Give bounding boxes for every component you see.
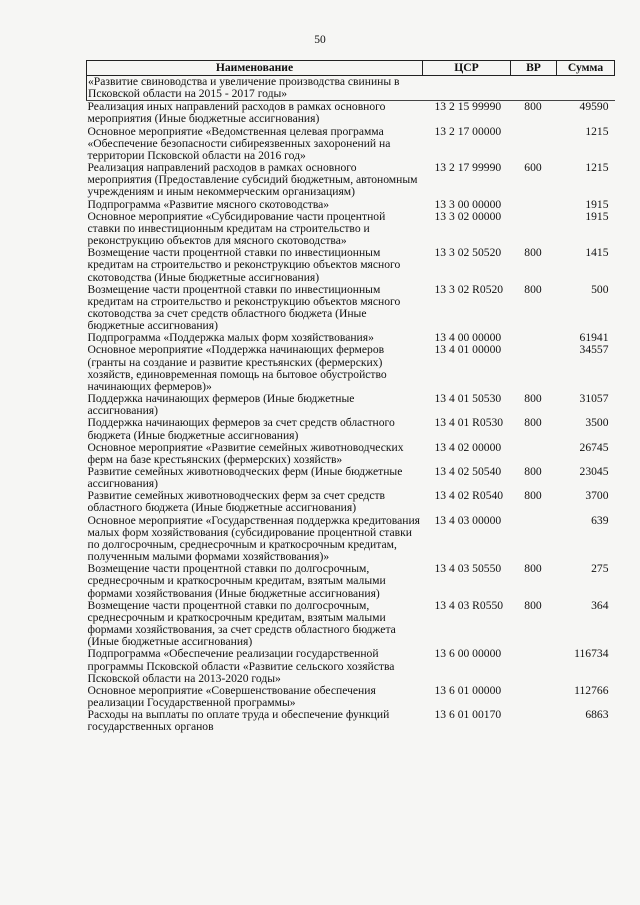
cell-name: Подпрограмма «Обеспечение реализации государственной программы Псковской области «Развитие сельского хозяйства Псковской области на 2013-2020 годы» (87, 647, 395, 685)
cell-csr: 13 4 02 00000 (434, 440, 502, 454)
cell-csr: 13 6 01 00170 (434, 708, 502, 722)
cell-sum: 49590 (579, 100, 609, 114)
cell-name: Возмещение части процентной ставки по инвестиционным кредитам на строительство и реконструкцию объектов мясного скотоводства за счет средств областного бюджета (Иные бюджетные ассигнования) (87, 282, 401, 333)
cell-vr (511, 648, 557, 684)
cell-csr: 13 4 02 50540 (434, 465, 502, 478)
cell-csr: 13 4 01 50530 (434, 392, 502, 406)
table-row (87, 563, 615, 599)
header-vr: ВР (511, 61, 557, 76)
cell-csr: 13 4 02 R0540 (434, 489, 504, 503)
cell-name: Основное мероприятие «Поддержка начинающих фермеров (гранты на создание и развитие крестьянских (фермерских) хозяйств, единовременная помощь на бытовое обустройство начинающих фермеров)» (87, 343, 387, 393)
table-row (87, 490, 615, 514)
cell-name: Возмещение части процентной ставки по долгосрочным, среднесрочным и краткосрочным кредитам, взятым малыми формами хозяйствования (Иные бюджетные ассигнования) (87, 562, 386, 600)
cell-csr: 13 2 15 99990 (434, 100, 502, 114)
table-row (87, 709, 615, 733)
cell-csr: 13 4 00 00000 (434, 331, 502, 345)
cell-name: Реализация иных направлений расходов в рамках основного мероприятия (Иные бюджетные ассигнования) (87, 100, 386, 126)
cell-sum: 61941 (579, 331, 609, 345)
cell-vr: 600 (524, 161, 542, 175)
cell-vr: 800 (524, 100, 542, 114)
cell-name: Основное мероприятие «Ведомственная целевая программа «Обеспечение безопасности сибиреязвенных захоронений на территории Псковской области на 2016 год» (87, 124, 391, 162)
table-row (87, 284, 615, 333)
cell-sum: 1915 (585, 197, 609, 211)
cell-name: Основное мероприятие «Развитие семейных животноводческих ферм на базе крестьянских (фермерских) хозяйств» (87, 440, 404, 466)
cell-name: «Развитие свиноводства и увеличение производства свинины в Псковской области на 2015 - 2017 годы» (87, 76, 423, 101)
cell-csr: 13 2 17 00000 (434, 124, 502, 138)
cell-csr: 13 6 00 00000 (434, 647, 502, 661)
cell-vr (511, 332, 557, 344)
cell-name: Основное мероприятие «Совершенствование обеспечения реализации Государственной программы» (87, 683, 376, 709)
cell-sum: 1415 (585, 246, 609, 260)
cell-vr: 800 (524, 489, 542, 503)
header-name: Наименование (87, 61, 423, 76)
cell-csr: 13 2 17 99990 (434, 161, 502, 175)
header-sum: Сумма (557, 61, 615, 76)
cell-sum: 23045 (579, 465, 609, 478)
cell-sum: 112766 (574, 683, 609, 697)
cell-vr (511, 199, 557, 211)
cell-sum: 26745 (579, 440, 609, 454)
table-row (87, 417, 615, 441)
cell-vr (511, 515, 557, 564)
cell-vr (511, 442, 557, 466)
table-row (87, 442, 615, 466)
cell-vr: 800 (524, 282, 542, 296)
table-row (87, 101, 615, 126)
cell-vr (511, 126, 557, 162)
cell-csr: 13 6 01 00000 (434, 683, 502, 697)
cell-sum: 1215 (585, 161, 609, 175)
budget-table (86, 60, 615, 733)
table-row (87, 466, 615, 490)
table-row (87, 199, 615, 211)
cell-name: Основное мероприятие «Субсидирование части процентной ставки по инвестиционным кредитам на строительство и реконструкцию объектов для мясного скотоводства» (87, 209, 386, 248)
header-csr: ЦСР (423, 61, 511, 76)
cell-csr: 13 4 03 R0550 (434, 598, 504, 612)
cell-csr: 13 4 01 00000 (434, 343, 502, 357)
cell-name: Поддержка начинающих фермеров (Иные бюджетные ассигнования) (87, 392, 355, 418)
cell-vr (511, 709, 557, 733)
cell-csr: 13 3 02 R0520 (434, 282, 504, 296)
cell-name: Возмещение части процентной ставки по инвестиционным кредитам на строительство и реконструкцию объектов мясного скотоводства (Иные бюджетные ассигнования) (87, 246, 401, 284)
cell-sum: 31057 (579, 392, 609, 406)
cell-csr: 13 3 00 00000 (434, 197, 502, 211)
cell-name: Возмещение части процентной ставки по долгосрочным, среднесрочным и краткосрочным кредитам, взятым малыми формами хозяйствования, за счет средств областного бюджета (Иные бюджетные ассигнования) (87, 598, 396, 649)
cell-vr (511, 344, 557, 393)
cell-vr: 800 (524, 246, 542, 260)
page-number: 50 (314, 34, 326, 46)
cell-vr: 800 (524, 598, 542, 612)
cell-sum: 500 (591, 282, 609, 296)
cell-sum: 364 (591, 598, 609, 612)
cell-sum: 6863 (585, 708, 609, 722)
cell-name: Расходы на выплаты по оплате труда и обеспечение функций государственных органов (87, 708, 390, 734)
cell-csr: 13 4 01 R0530 (434, 416, 504, 430)
cell-name: Основное мероприятие «Государственная поддержка кредитования малых форм хозяйствования (субсидирование процентной ставки по долгосрочным, среднесрочным и краткосрочным кредитам, полученным малыми формами хозяйствования)» (87, 513, 420, 564)
cell-csr: 13 3 02 50520 (434, 246, 502, 260)
cell-name: Подпрограмма «Развитие мясного скотоводства» (87, 197, 330, 211)
table-row (87, 126, 615, 162)
cell-sum (557, 76, 615, 101)
table-row (87, 393, 615, 417)
cell-vr (511, 685, 557, 709)
cell-vr: 800 (524, 562, 542, 576)
cell-vr: 800 (524, 416, 542, 430)
cell-vr: 800 (524, 465, 542, 478)
cell-sum: 116734 (574, 647, 609, 661)
table-row (87, 648, 615, 684)
cell-sum: 3700 (585, 489, 609, 503)
cell-name: Развитие семейных животноводческих ферм (Иные бюджетные ассигнования) (87, 465, 403, 491)
cell-name: Реализация направлений расходов в рамках основного мероприятия (Предоставление субсидий бюджетным, автономным учреждениям и иным некоммерческим организациям) (87, 161, 418, 199)
table-row (87, 344, 615, 393)
cell-sum: 1215 (585, 124, 609, 138)
cell-csr: 13 3 02 00000 (434, 209, 502, 223)
cell-sum: 639 (591, 513, 609, 527)
cell-name: Развитие семейных животноводческих ферм за счет средств областного бюджета (Иные бюджетные ассигнования) (87, 489, 386, 515)
table-row (87, 600, 615, 649)
table-header-row (87, 61, 615, 76)
cell-sum: 34557 (579, 343, 609, 357)
table-row (87, 515, 615, 564)
table-row (87, 685, 615, 709)
cell-csr: 13 4 03 00000 (434, 513, 502, 527)
cell-name: Поддержка начинающих фермеров за счет средств областного бюджета (Иные бюджетные ассигнования) (87, 416, 395, 442)
table-row (87, 247, 615, 283)
cell-csr: 13 4 03 50550 (434, 562, 502, 576)
table-body (87, 76, 615, 734)
cell-name: Подпрограмма «Поддержка малых форм хозяйствования» (87, 331, 374, 345)
cell-sum: 1915 (585, 209, 609, 223)
table-row (87, 76, 615, 101)
cell-sum: 3500 (585, 416, 609, 430)
table-row (87, 211, 615, 247)
cell-sum: 275 (591, 562, 609, 576)
cell-vr (511, 211, 557, 247)
table-row (87, 162, 615, 198)
cell-csr (423, 76, 511, 101)
cell-vr (511, 76, 557, 101)
cell-vr: 800 (524, 392, 542, 406)
